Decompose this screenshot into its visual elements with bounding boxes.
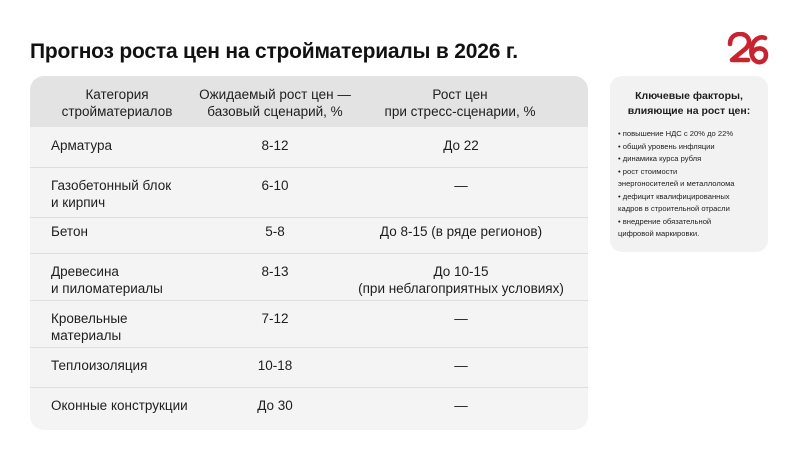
key-factors-panel xyxy=(610,76,768,252)
row-divider xyxy=(30,253,588,254)
page-title: Прогноз роста цен на стройматериалы в 2026 г. xyxy=(30,40,518,63)
row-divider xyxy=(30,217,588,218)
row-divider xyxy=(30,387,588,388)
header-base-scenario: Ожидаемый рост цен — базовый сценарий, % xyxy=(199,87,351,119)
row-divider xyxy=(30,167,588,168)
row-teploizolyatsiya-base: 10-18 xyxy=(257,358,293,373)
price-forecast-table xyxy=(30,76,588,430)
row-okonnye-stress: — xyxy=(454,398,468,413)
table-header xyxy=(30,76,588,127)
row-krovelnye-stress: — xyxy=(454,311,468,326)
row-drevesina-base: 8-13 xyxy=(261,264,289,279)
list-item: • динамика курса рубля xyxy=(618,154,702,163)
list-item: • дефицит квалифицированных кадров в строительной отрасли xyxy=(618,191,730,213)
row-beton-base: 5-8 xyxy=(265,224,285,239)
key-factors-title: Ключевые факторы, влияющие на рост цен: xyxy=(627,90,751,117)
list-item: • повышение НДС с 20% до 22% xyxy=(618,129,734,138)
row-beton-stress: До 8-15 (в ряде регионов) xyxy=(379,224,543,239)
row-divider xyxy=(30,347,588,348)
list-item: • внедрение обязательной цифровой маркировки. xyxy=(618,216,712,238)
row-okonnye-base: До 30 xyxy=(257,398,293,413)
row-gasbeton-category: Газобетонный блок и кирпич xyxy=(51,178,172,210)
header-stress-scenario: Рост цен при стресс-сценарии, % xyxy=(384,87,536,119)
header-category: Категория стройматериалов xyxy=(61,87,173,119)
row-beton-category: Бетон xyxy=(51,224,88,239)
row-drevesina-stress: До 10-15 (при неблагоприятных условиях) xyxy=(358,264,564,296)
list-item: • общий уровень инфляции xyxy=(618,141,715,151)
row-armatura-stress: До 22 xyxy=(443,138,479,153)
row-gasbeton-base: 6-10 xyxy=(261,178,289,193)
row-krovelnye-category: Кровельные материалы xyxy=(51,311,128,343)
row-gasbeton-stress: — xyxy=(454,178,468,193)
list-item: • рост стоимости энергоносителей и металлолома xyxy=(618,166,735,188)
row-okonnye-category: Оконные конструкции xyxy=(51,398,188,413)
row-krovelnye-base: 7-12 xyxy=(261,311,289,326)
brand-logo xyxy=(727,32,769,66)
row-armatura-base: 8-12 xyxy=(261,138,289,153)
key-factors-list xyxy=(618,128,766,241)
row-armatura-category: Арматура xyxy=(51,138,112,153)
row-drevesina-category: Древесина и пиломатериалы xyxy=(51,264,163,296)
row-divider xyxy=(30,300,588,301)
row-teploizolyatsiya-category: Теплоизоляция xyxy=(51,358,148,373)
row-teploizolyatsiya-stress: — xyxy=(454,358,468,373)
